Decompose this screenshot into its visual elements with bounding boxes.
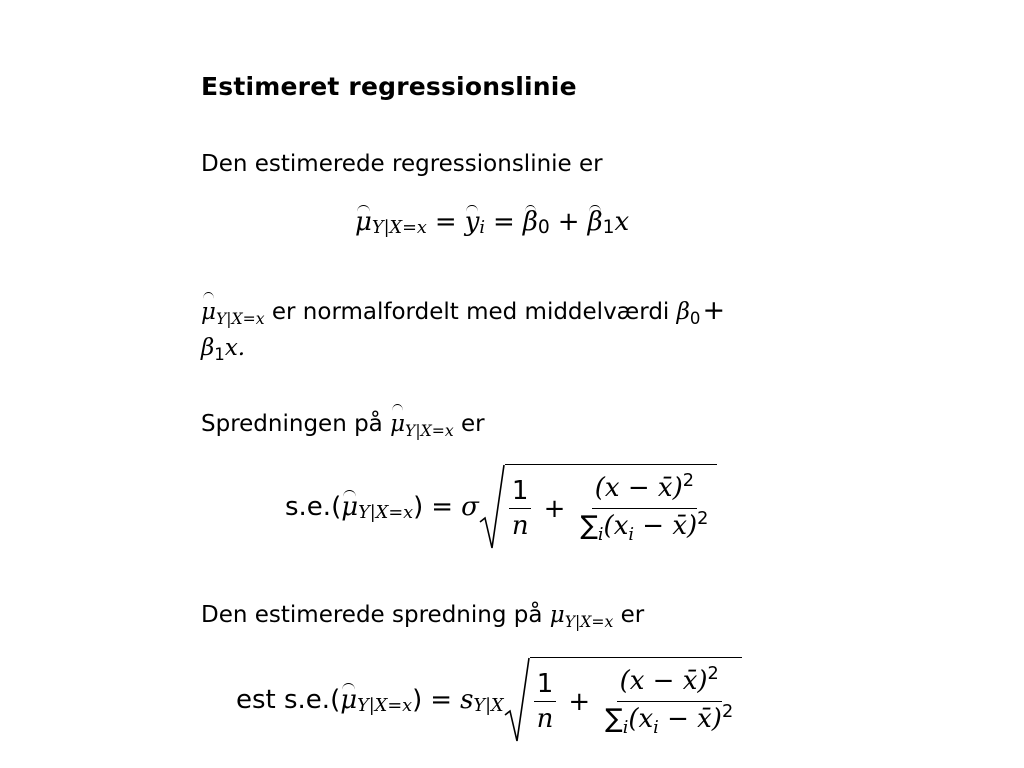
spread-text-after: er bbox=[453, 411, 485, 437]
mu-subscript: Y|X=x bbox=[371, 218, 427, 239]
estimated-standard-error-equation bbox=[236, 655, 742, 745]
mu-subscript: Y|X=x bbox=[357, 696, 413, 717]
y-hat: y bbox=[464, 207, 480, 237]
x-subscript: i bbox=[628, 525, 635, 546]
fraction-one-over-n bbox=[509, 476, 532, 541]
sum-subscript: i bbox=[622, 718, 629, 739]
beta0-hat: β bbox=[522, 207, 538, 237]
equals-sign-2: = bbox=[493, 207, 515, 237]
numerator-exponent: 2 bbox=[682, 471, 694, 492]
slide-title: Estimeret regressionslinie bbox=[201, 72, 577, 101]
distribution-paragraph-line2 bbox=[201, 330, 245, 368]
x-variable: x. bbox=[224, 335, 246, 361]
distribution-text: er normalfordelt med middelværdi bbox=[264, 299, 677, 325]
est-se-label: est s.e.( bbox=[236, 685, 341, 715]
mu-subscript: Y|X=x bbox=[405, 421, 454, 441]
denominator: n bbox=[511, 511, 529, 541]
numerator: 1 bbox=[534, 669, 557, 702]
sum-subscript: i bbox=[597, 525, 604, 546]
mu-hat: μ bbox=[341, 492, 359, 522]
mu-hat: μ bbox=[201, 294, 216, 330]
denominator-exponent: 2 bbox=[721, 702, 734, 723]
close-paren: ) bbox=[412, 685, 423, 715]
radicand bbox=[530, 657, 743, 743]
denominator-text: (x bbox=[603, 511, 629, 541]
fraction-one-over-n bbox=[534, 669, 557, 734]
denominator bbox=[602, 702, 736, 737]
regression-line-equation bbox=[355, 200, 629, 244]
equals-sign: = bbox=[430, 685, 453, 715]
denominator-exponent: 2 bbox=[697, 509, 709, 530]
numerator-exponent: 2 bbox=[707, 664, 719, 685]
close-paren: ) bbox=[413, 492, 424, 522]
y-subscript: i bbox=[479, 218, 486, 239]
equals-sign: = bbox=[434, 207, 457, 237]
mu: μ bbox=[549, 602, 565, 628]
numerator-text: (x − x̄) bbox=[594, 473, 683, 503]
radicand bbox=[505, 464, 718, 550]
radical-sign-icon bbox=[504, 657, 530, 743]
x-variable: x bbox=[614, 207, 630, 237]
plus-sign: + bbox=[702, 295, 726, 326]
spread-text-before: Spredningen på bbox=[201, 411, 391, 437]
x-subscript: i bbox=[653, 718, 659, 739]
mu-hat: μ bbox=[355, 207, 372, 237]
numerator bbox=[592, 473, 697, 509]
mu-subscript: Y|X=x bbox=[215, 309, 265, 329]
mu-subscript: Y|X=x bbox=[358, 503, 414, 524]
beta1: β bbox=[201, 335, 215, 361]
square-root bbox=[479, 464, 718, 550]
fraction-deviation bbox=[602, 666, 736, 737]
plus-sign: + bbox=[568, 686, 591, 717]
plus-sign: + bbox=[557, 207, 580, 237]
se-label: s.e.( bbox=[285, 492, 342, 522]
spread-paragraph bbox=[201, 406, 485, 444]
numerator-text: (x − x̄) bbox=[619, 666, 708, 696]
denominator-rest: − x̄) bbox=[634, 511, 698, 541]
sum-symbol: ∑ bbox=[580, 511, 598, 541]
s-variable: s bbox=[460, 685, 474, 715]
intro-paragraph: Den estimerede regressionslinie er bbox=[201, 151, 603, 177]
numerator: 1 bbox=[509, 476, 532, 509]
mu-hat: μ bbox=[340, 685, 358, 715]
beta1-subscript: 1 bbox=[214, 344, 225, 364]
numerator bbox=[617, 666, 722, 702]
sum-symbol: ∑ bbox=[605, 704, 623, 734]
fraction-deviation bbox=[577, 473, 711, 544]
beta1-subscript: 1 bbox=[602, 217, 615, 239]
square-root bbox=[504, 657, 743, 743]
estimated-spread-text-before: Den estimerede spredning på bbox=[201, 602, 550, 628]
beta0-subscript: 0 bbox=[689, 308, 701, 328]
standard-error-equation bbox=[285, 462, 717, 552]
s-subscript: Y|X bbox=[473, 696, 504, 717]
mu-subscript: Y|X=x bbox=[564, 612, 614, 632]
denominator-text: (x bbox=[628, 704, 654, 734]
denominator: n bbox=[536, 704, 554, 734]
mu-hat: μ bbox=[390, 406, 405, 442]
sigma: σ bbox=[461, 492, 479, 522]
denominator bbox=[577, 509, 711, 544]
equals-sign: = bbox=[431, 492, 454, 522]
estimated-spread-text-after: er bbox=[613, 602, 645, 628]
estimated-spread-paragraph bbox=[201, 597, 644, 635]
radical-sign-icon bbox=[479, 464, 505, 550]
plus-sign: + bbox=[543, 493, 566, 524]
denominator-rest: − x̄) bbox=[658, 704, 722, 734]
beta1-hat: β bbox=[587, 207, 603, 237]
beta0: β bbox=[676, 299, 690, 325]
distribution-paragraph-line1 bbox=[201, 293, 841, 332]
beta0-subscript: 0 bbox=[537, 217, 550, 239]
